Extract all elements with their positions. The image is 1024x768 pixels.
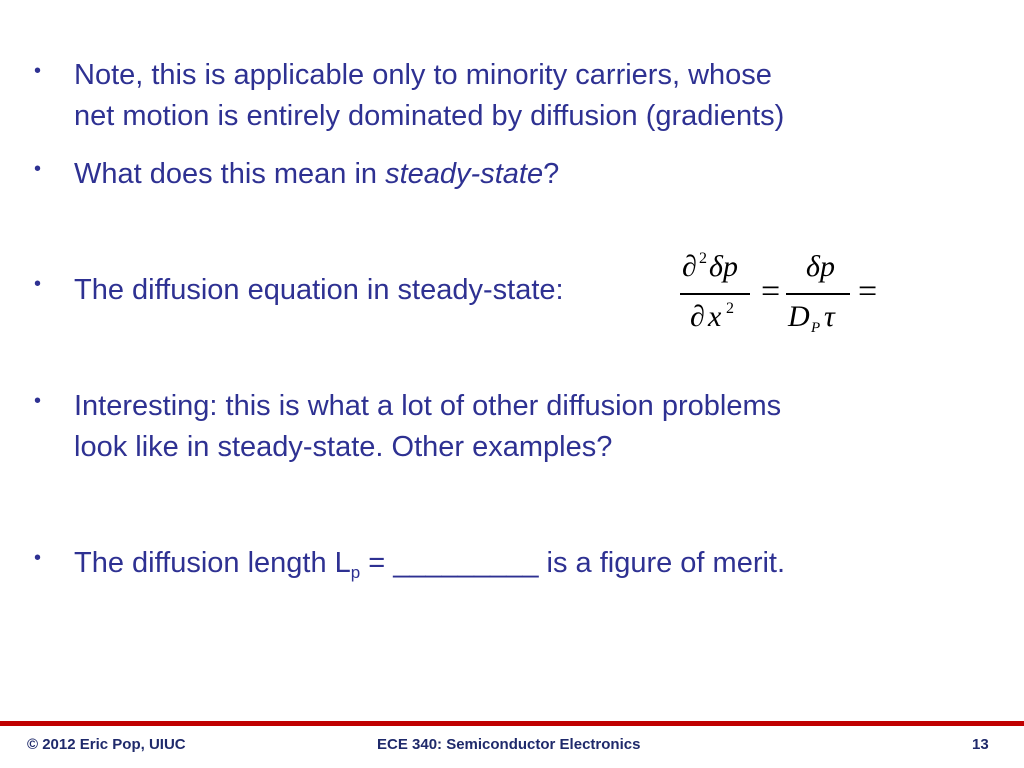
- eq-P-subscript: P: [811, 320, 821, 336]
- bullet-5-subscript: p: [350, 563, 361, 582]
- eq-squared-bottom: 2: [726, 300, 734, 317]
- eq-fraction-bar-2: [786, 293, 850, 295]
- bullet-dot-1: •: [34, 60, 42, 82]
- bullet-dot-2: •: [34, 158, 42, 180]
- eq-equals-2: =: [858, 273, 878, 310]
- bullet-5-post: = _________ is a figure of merit.: [360, 547, 786, 579]
- footer-divider: [0, 721, 1024, 726]
- footer-course-title: ECE 340: Semiconductor Electronics: [377, 736, 641, 753]
- eq-delta-p-right: δp: [806, 250, 835, 283]
- bullet-2-post: ?: [543, 158, 560, 190]
- bullet-1-line-2: net motion is entirely dominated by diffusion (gradients): [74, 100, 785, 132]
- eq-D: D: [788, 300, 810, 333]
- bullet-dot-4: •: [34, 390, 42, 412]
- eq-fraction-bar-1: [680, 293, 750, 295]
- bullet-dot-5: •: [34, 547, 42, 569]
- bullet-4-line-2: look like in steady-state. Other examples?: [74, 431, 613, 463]
- bullet-3-text: The diffusion equation in steady-state:: [74, 274, 564, 306]
- bullet-dot-3: •: [34, 273, 42, 295]
- bullet-1-line-1: Note, this is applicable only to minority carriers, whose: [74, 59, 772, 91]
- eq-tau: τ: [824, 300, 835, 333]
- diffusion-equation: [678, 248, 898, 343]
- eq-partial-top: ∂: [682, 250, 697, 283]
- eq-delta-p-top: δp: [709, 250, 738, 283]
- eq-squared-top: 2: [699, 250, 707, 267]
- bullet-2-text: [74, 154, 559, 195]
- bullet-4-line-1: Interesting: this is what a lot of other diffusion problems: [74, 390, 782, 422]
- footer-copyright: © 2012 Eric Pop, UIUC: [27, 736, 186, 753]
- bullet-2-emphasis: steady-state: [385, 158, 544, 190]
- bullet-5-text: [74, 543, 785, 584]
- footer-page-number: 13: [972, 736, 989, 753]
- bullet-2-pre: What does this mean in: [74, 158, 386, 190]
- bullet-5-pre: The diffusion length L: [74, 547, 351, 579]
- eq-equals-1: =: [761, 273, 781, 310]
- eq-partial-bottom: ∂: [690, 300, 705, 333]
- eq-x: x: [708, 300, 722, 333]
